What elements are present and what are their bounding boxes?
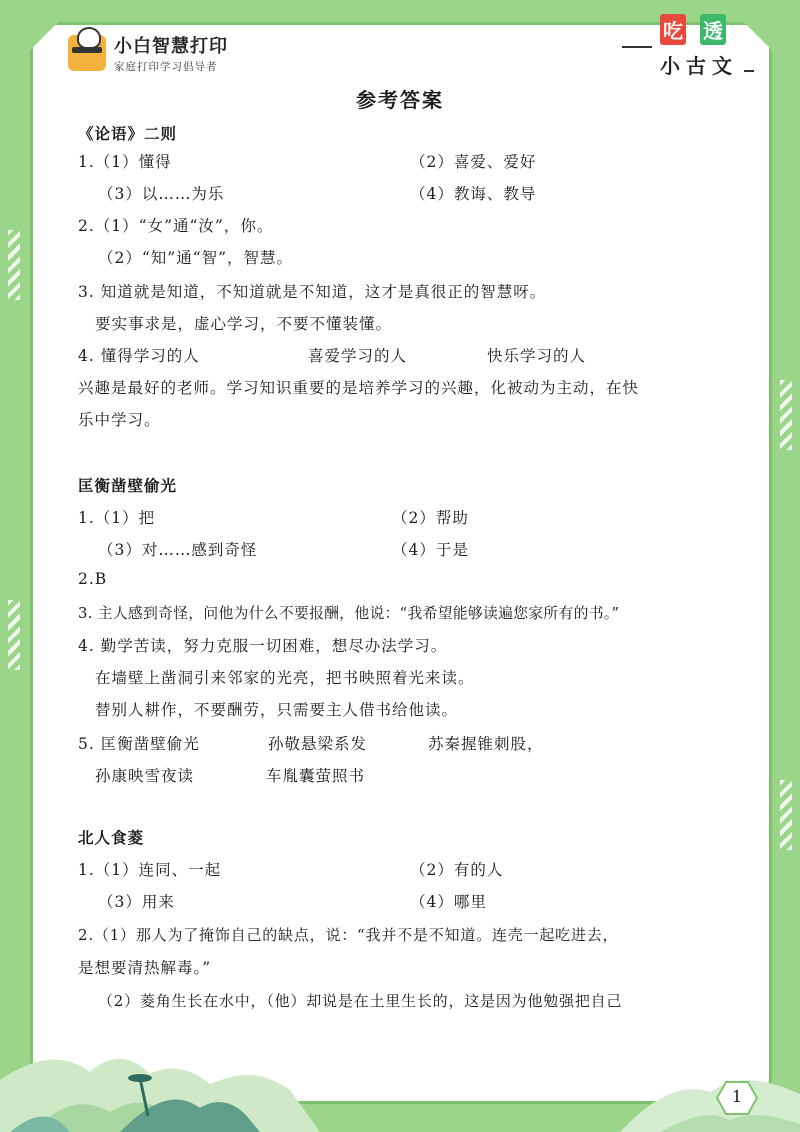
section-heading: 匡衡凿壁偷光 xyxy=(78,476,178,495)
answer-line: 要实事求是，虚心学习，不要不懂装懂。 xyxy=(95,315,393,333)
answer-line: （4）于是 xyxy=(392,541,469,559)
page-number: 1 xyxy=(731,1087,743,1106)
answer-line: （4）哪里 xyxy=(410,893,487,911)
answer-line: 3. 知道就是知道，不知道就是不知道，这才是真很正的智慧呀。 xyxy=(78,283,547,301)
answer-line: 替别人耕作，不要酬劳，只需要主人借书给他读。 xyxy=(95,701,459,719)
answer-line: 4. 懂得学习的人 xyxy=(78,347,200,365)
answer-line: （3）以……为乐 xyxy=(98,185,225,203)
answer-line: 是想要清热解毒。” xyxy=(78,959,212,977)
printer-mascot-icon xyxy=(68,35,106,71)
answer-line: 在墙壁上凿洞引来邻家的光亮，把书映照着光来读。 xyxy=(95,669,475,687)
answer-line: 喜爱学习的人 xyxy=(308,347,408,365)
logo-title: 小白智慧打印 xyxy=(114,36,228,57)
logo-subtitle: 家庭打印学习倡导者 xyxy=(114,61,218,73)
answer-line: 2.（1）“女”通“汝”，你。 xyxy=(78,217,274,235)
mountain-decoration xyxy=(0,1020,800,1132)
answer-line: 车胤囊萤照书 xyxy=(266,767,366,785)
answer-line: 孙敬悬梁系发 xyxy=(268,735,368,753)
answer-line: （2）菱角生长在水中，（他）却说是在土里生长的，这是因为他勉强把自己 xyxy=(98,992,623,1010)
page-number-badge xyxy=(716,1080,758,1116)
answer-line: 孙康映雪夜读 xyxy=(95,767,195,785)
frame-stripes xyxy=(780,380,792,450)
brand-decor-line xyxy=(744,70,754,72)
frame-stripes xyxy=(8,230,20,300)
logo xyxy=(68,32,228,74)
answer-line: 1.（1）连同、一起 xyxy=(78,861,222,879)
brand-chi: 吃 xyxy=(660,14,686,45)
answer-line: 苏秦握锥刺股， xyxy=(428,735,544,753)
answer-line: （2）“知”通“智”，智慧。 xyxy=(98,249,294,267)
answer-line: 快乐学习的人 xyxy=(487,347,587,365)
answer-line: （3）对……感到奇怪 xyxy=(98,541,258,559)
brand-badge xyxy=(654,14,750,76)
answer-line: （2）帮助 xyxy=(392,509,469,527)
frame-stripes xyxy=(780,780,792,850)
answer-line: 5. 匡衡凿壁偷光 xyxy=(78,735,200,753)
answer-line: （2）喜爱、爱好 xyxy=(410,153,537,171)
answer-line: 3. 主人感到奇怪，问他为什么不要报酬，他说：“我希望能够读遍您家所有的书。” xyxy=(78,605,620,622)
brand-decor-line xyxy=(622,46,652,48)
section-heading: 北人食菱 xyxy=(78,828,145,847)
brand-subtitle: 小古文 xyxy=(660,54,738,78)
answer-line: （4）教诲、教导 xyxy=(410,185,537,203)
answer-line: 2.B xyxy=(78,570,108,588)
answer-line: 1.（1）懂得 xyxy=(78,153,172,171)
frame-stripes xyxy=(8,600,20,670)
brand-tou: 透 xyxy=(700,14,726,45)
answer-line: 4. 勤学苦读，努力克服一切困难，想尽办法学习。 xyxy=(78,637,448,655)
answer-line: 乐中学习。 xyxy=(78,411,161,429)
answer-line: （3）用来 xyxy=(98,893,175,911)
section-heading: 《论语》二则 xyxy=(78,124,178,143)
page-title: 参考答案 xyxy=(356,88,444,112)
answer-line: 兴趣是最好的老师。学习知识重要的是培养学习的兴趣，化被动为主动，在快 xyxy=(78,379,640,397)
answer-line: 2.（1）那人为了掩饰自己的缺点，说：“我并不是不知道。连壳一起吃进去， xyxy=(78,926,619,944)
answer-line: 1.（1）把 xyxy=(78,509,156,527)
answer-line: （2）有的人 xyxy=(410,861,504,879)
